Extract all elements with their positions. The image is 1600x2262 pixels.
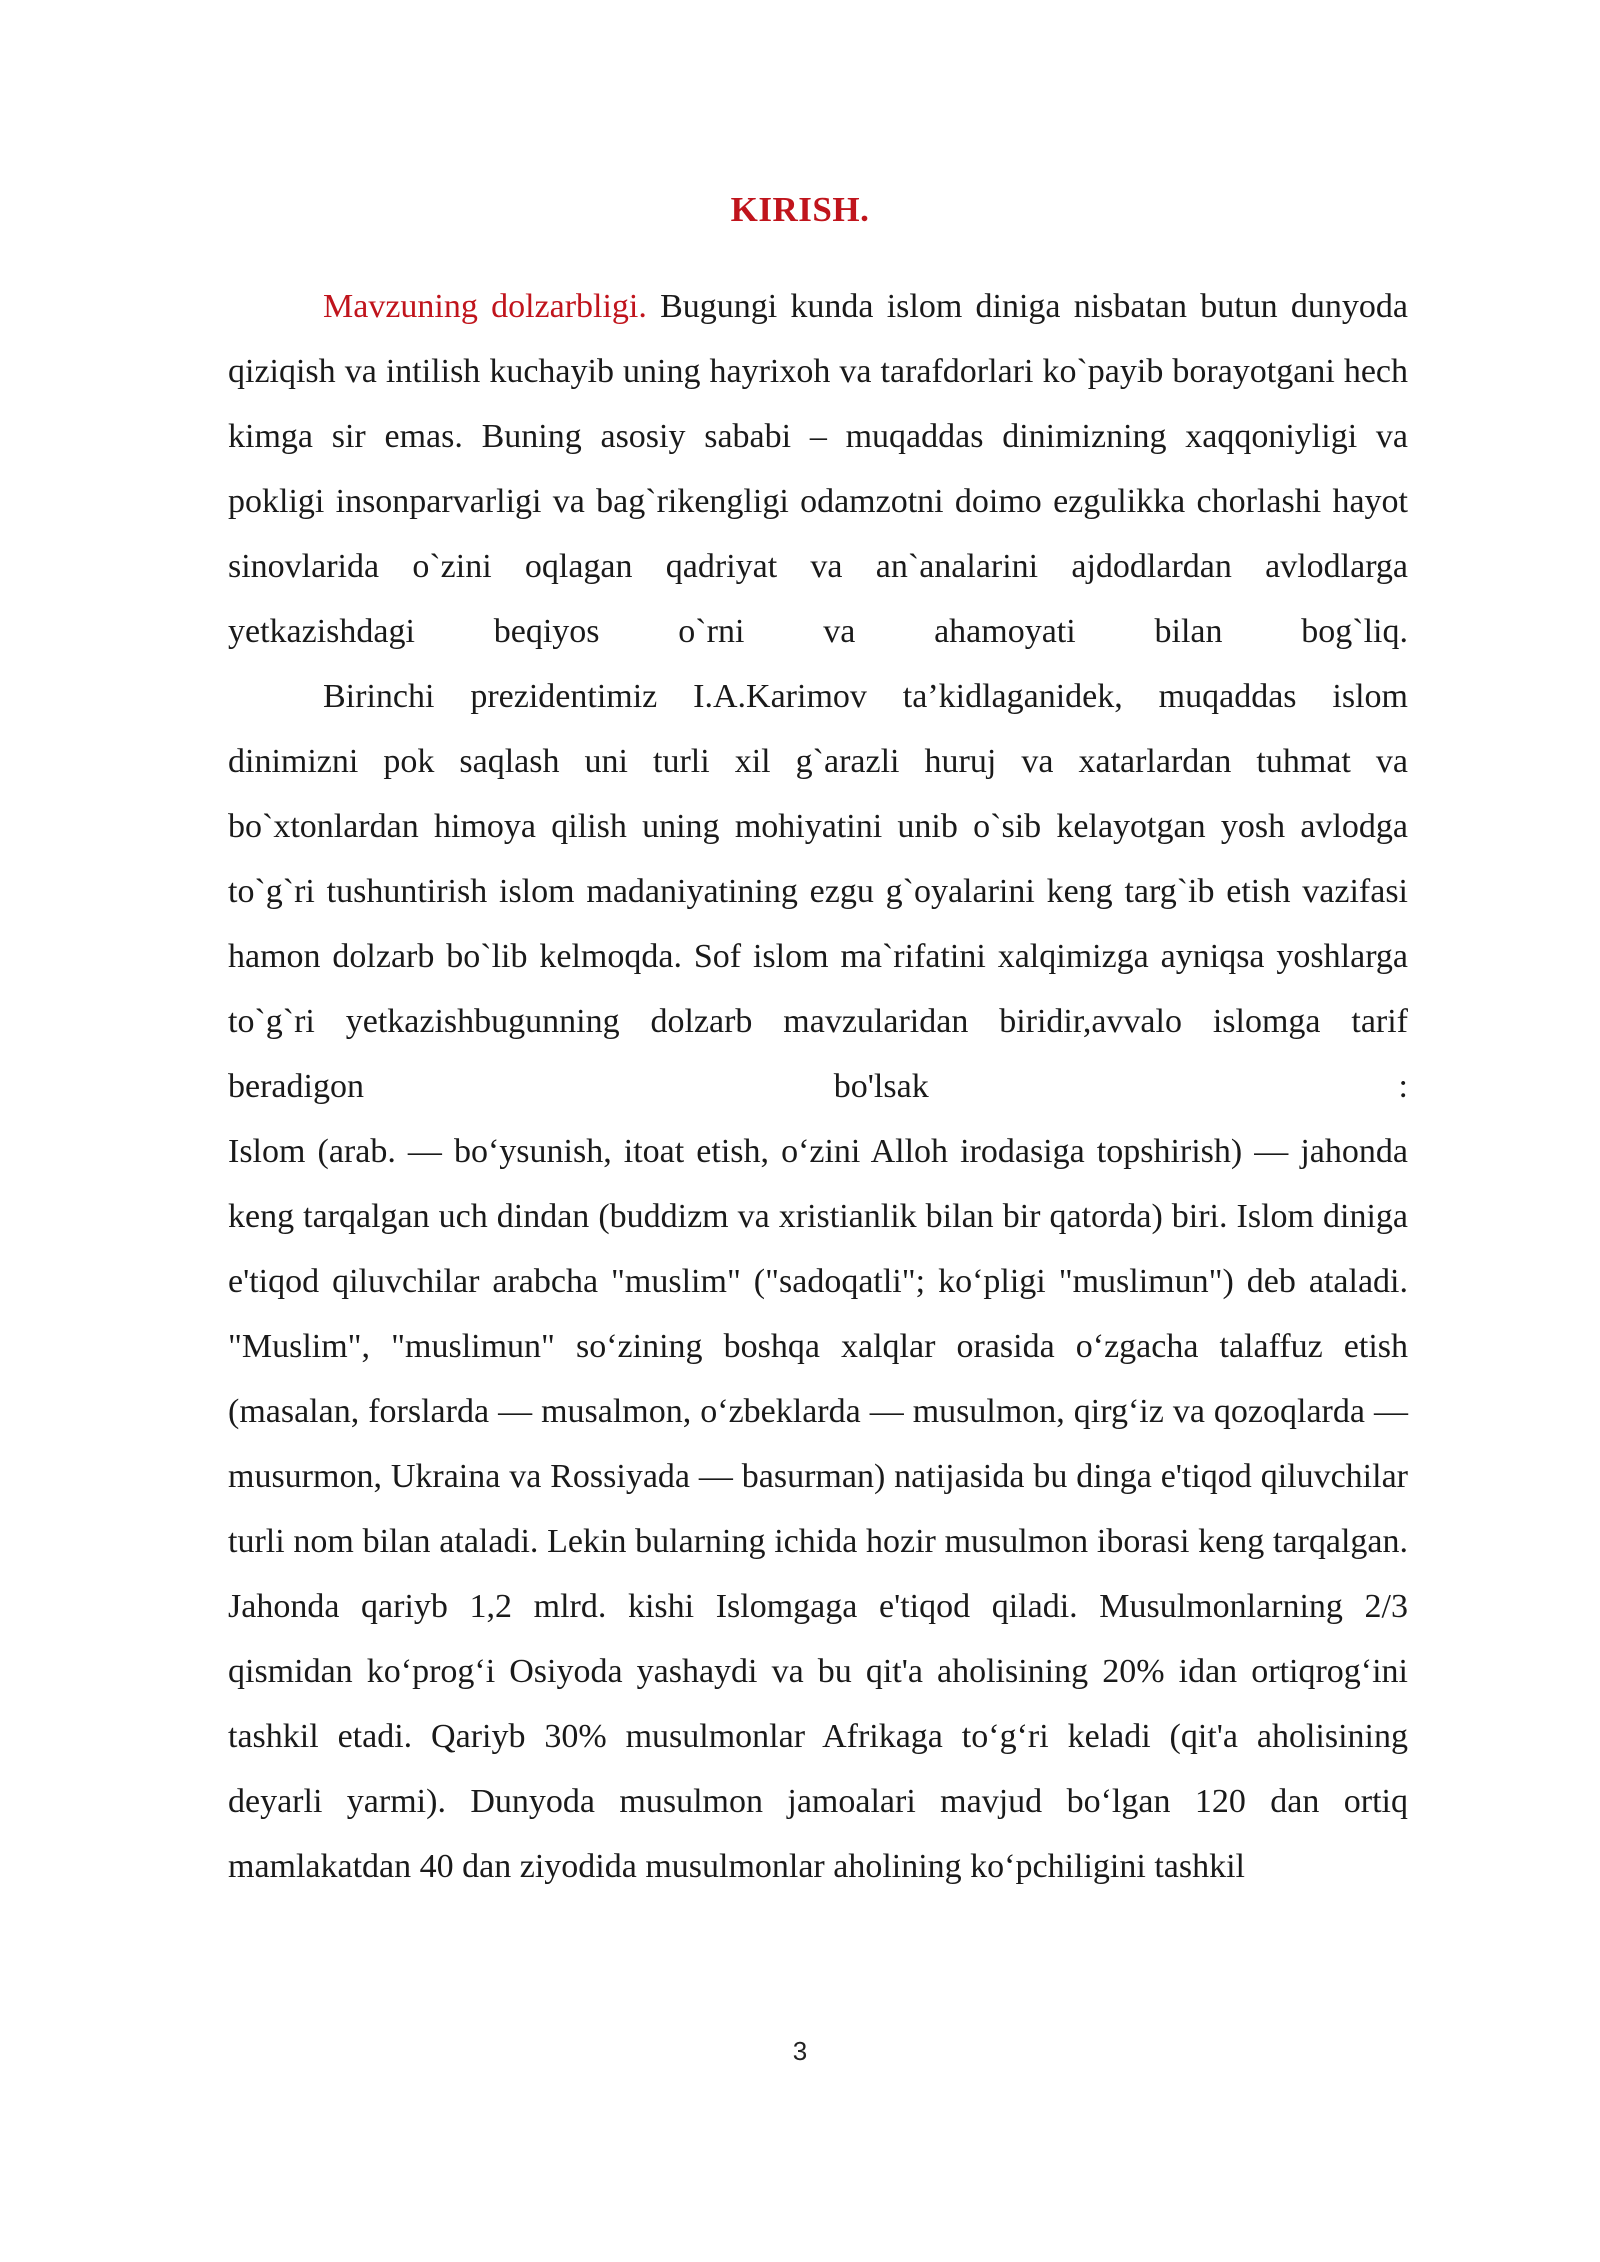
paragraph-text: Bugungi kunda islom diniga nisbatan butun dunyoda qiziqish va intilish kuchayib uning hayrixoh va tarafdorlari ko`payib borayotgani hech kimga sir emas. Buning asosiy sababi – muqaddas dinimizning xaqqoniyligi va pokligi insonparvarligi va bag`rikengligi odamzotni doimo ezgulikka chorlashi hayot sinovlarida o`zini oqlagan qadriyat va an`analarini ajdodlardan avlodlarga yetkazishdagi beqiyos o`rni va ahamoyati bilan bog`liq. [228, 288, 1408, 650]
paragraph-text: Birinchi prezidentimiz I.A.Karimov ta’kidlaganidek, muqaddas islom dinimizni pok saqlash uni turli xil g`arazli huruj va xatarlardan tuhmat va bo`xtonlardan himoya qilish uning mohiyatini unib o`sib kelayotgan yosh avlodga to`g`ri tushuntirish islom madaniyatining ezgu g`oyalarini keng targ`ib etish vazifasi hamon dolzarb bo`lib kelmoqda. Sof islom ma`rifatini xalqimizga ayniqsa yoshlarga to`g`ri yetkazishbugunning dolzarb mavzularidan biridir,avvalo islomga tarif beradigon bo'lsak : [228, 678, 1408, 1105]
page-title: KIRISH. [730, 190, 870, 229]
paragraph-islom-definition [228, 1119, 1408, 1899]
paragraph-karimov [228, 664, 1408, 1119]
paragraph-relevance [228, 274, 1408, 664]
paragraph-text: Islom (arab. — boʻysunish, itoat etish, oʻzini Alloh irodasiga topshirish) — jahonda keng tarqalgan uch dindan (buddizm va xristianlik bilan bir qatorda) biri. Islom diniga e'tiqod qiluvchilar arabcha "muslim" ("sadoqatli"; koʻpligi "muslimun") deb ataladi. "Muslim", "muslimun" soʻzining boshqa xalqlar orasida oʻzgacha talaffuz etish (masalan, forslarda — musalmon, oʻzbeklarda — musulmon, qirgʻiz va qozoqlarda — musurmon, Ukraina va Rossiyada — basurman) natijasida bu dinga e'tiqod qiluvchilar turli nom bilan ataladi. Lekin bularning ichida hozir musulmon iborasi keng tarqalgan. Jahonda qariyb 1,2 mlrd. kishi Islomgaga e'tiqod qiladi. Musulmonlarning 2/3 qismidan koʻprogʻi Osiyoda yashaydi va bu qit'a aholisining 20% idan ortiqrogʻini tashkil etadi. Qariyb 30% musulmonlar Afrikaga toʻgʻri keladi (qit'a aholisining deyarli yarmi). Dunyoda musulmon jamoalari mavjud boʻlgan 120 dan ortiq mamlakatdan 40 dan ziyodida musulmonlar aholining koʻpchiligini tashkil [228, 1133, 1408, 1885]
paragraph-lead-heading: Mavzuning dolzarbligi. [323, 288, 647, 325]
document-body [228, 274, 1408, 1899]
page-number: 3 [792, 2036, 808, 2066]
